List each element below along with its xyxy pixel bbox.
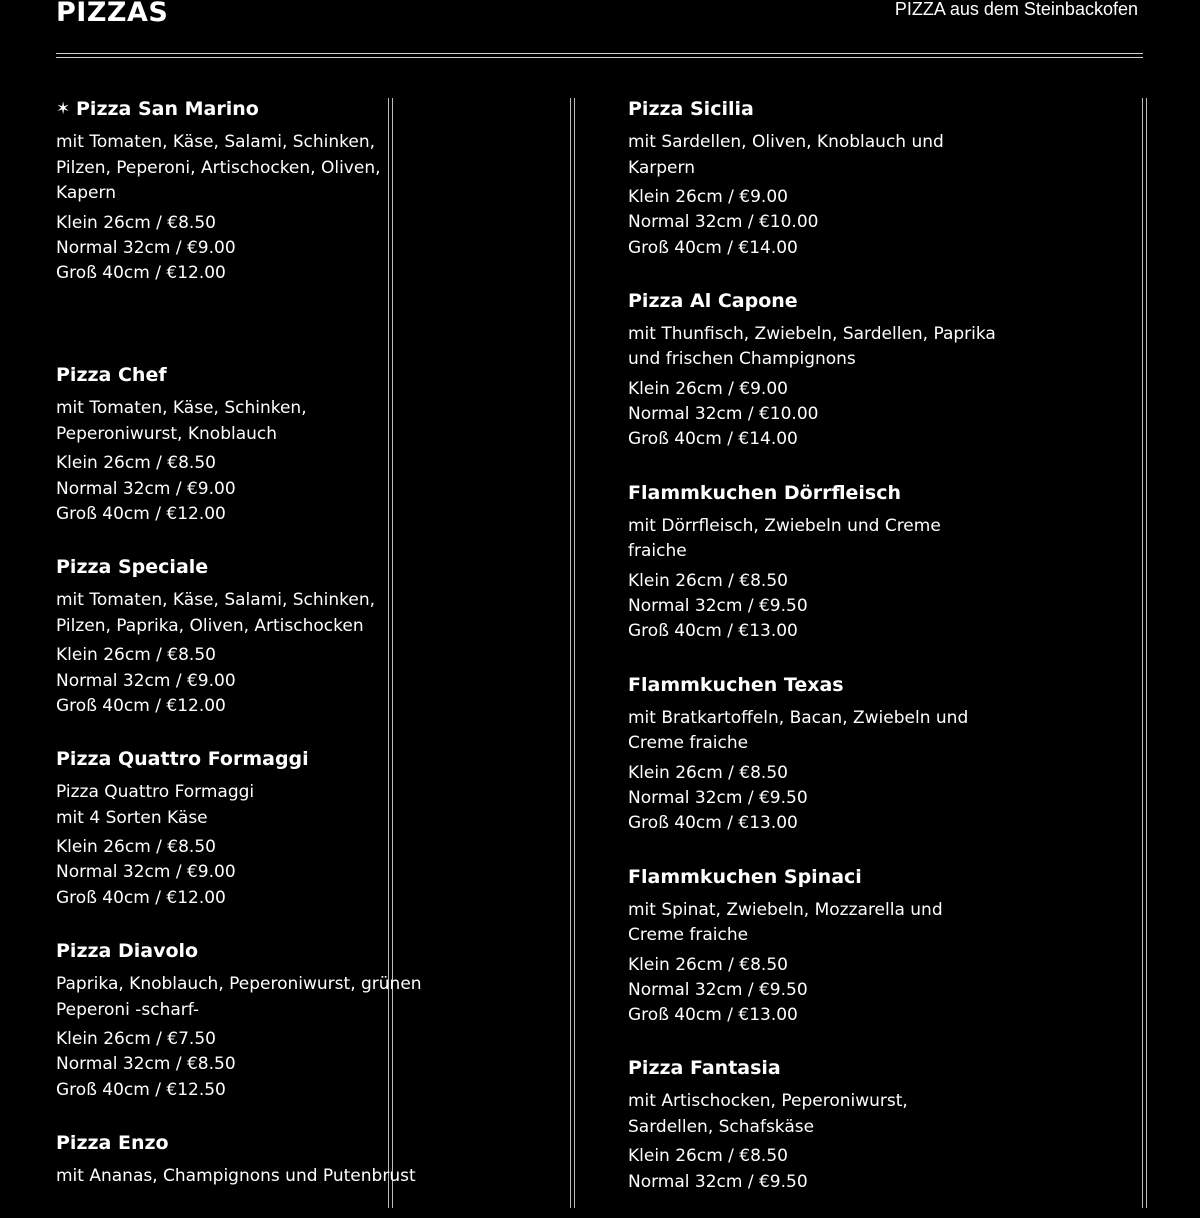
menu-item-name [56, 550, 436, 584]
menu-item-description [628, 1089, 1028, 1140]
menu-item-description [628, 898, 1028, 949]
menu-item-pizza-speciale [56, 550, 436, 719]
menu-item-prices [628, 1144, 1028, 1195]
menu-item-description [56, 1164, 436, 1190]
menu-item-description [628, 130, 1028, 181]
price-line: Klein 26cm / €8.50 [628, 762, 788, 783]
description-line: Peperoniwurst, Knoblauch [56, 423, 278, 444]
star-icon: ✶ [56, 99, 71, 119]
menu-item-prices [56, 835, 436, 911]
menu-item-name [628, 476, 1028, 510]
price-line: Klein 26cm / €8.50 [56, 645, 216, 666]
description-line: Paprika, Knoblauch, Peperoniwurst, grünen [56, 974, 422, 995]
menu-item-name [628, 284, 1028, 318]
menu-item-description [628, 706, 1028, 757]
description-line: mit 4 Sorten Käse [56, 807, 208, 828]
menu-item-title: Pizza Speciale [56, 556, 209, 579]
description-line: Pilzen, Peperoni, Artischocken, Oliven, [56, 157, 381, 178]
menu-item-title: Flammkuchen Spinaci [628, 865, 862, 888]
price-line: Groß 40cm / €14.00 [628, 237, 798, 258]
column-divider-right-a [1142, 98, 1143, 1208]
description-line: Sardellen, Schafskäse [628, 1116, 815, 1137]
price-line: Klein 26cm / €7.50 [56, 1029, 216, 1050]
price-line: Groß 40cm / €12.00 [56, 263, 226, 284]
menu-item-name [56, 1126, 436, 1160]
menu-item-pizza-enzo [56, 1126, 436, 1190]
menu-item-title: Flammkuchen Texas [628, 673, 844, 696]
price-line: Normal 32cm / €9.50 [628, 979, 808, 1000]
price-line: Normal 32cm / €9.50 [628, 1171, 808, 1192]
menu-column-right [628, 92, 1028, 1218]
price-line: Normal 32cm / €9.00 [56, 862, 236, 883]
menu-item-description [628, 514, 1028, 565]
price-line: Klein 26cm / €9.00 [628, 187, 788, 207]
price-line: Normal 32cm / €10.00 [628, 212, 819, 233]
price-line: Normal 32cm / €9.50 [628, 596, 808, 617]
menu-item-pizza-al-capone [628, 284, 1028, 453]
description-line: Kapern [56, 183, 116, 203]
description-line: mit Thunfisch, Zwiebeln, Sardellen, Paprika [628, 323, 996, 344]
menu-item-prices [56, 643, 436, 719]
menu-item-prices [56, 1027, 436, 1103]
menu-item-description [628, 322, 1028, 373]
menu-item-pizza-diavolo [56, 934, 436, 1103]
price-line: Groß 40cm / €12.50 [56, 1079, 226, 1100]
description-line: mit Sardellen, Oliven, Knoblauch und [628, 132, 944, 152]
price-line: Normal 32cm / €9.00 [56, 670, 236, 691]
price-line: Normal 32cm / €9.00 [56, 237, 236, 258]
menu-item-title: Pizza Enzo [56, 1131, 169, 1154]
description-line: Pilzen, Paprika, Oliven, Artischocken [56, 615, 364, 636]
price-line: Groß 40cm / €13.00 [628, 1005, 798, 1026]
menu-item-prices [56, 451, 436, 527]
menu-item-title: Pizza Fantasia [628, 1057, 781, 1080]
description-line: mit Dörrfleisch, Zwiebeln und Creme [628, 515, 941, 536]
description-line: mit Tomaten, Käse, Salami, Schinken, [56, 590, 376, 611]
menu-item-description [56, 588, 436, 639]
menu-item-description [56, 396, 436, 447]
description-line: mit Tomaten, Käse, Salami, Schinken, [56, 132, 376, 152]
price-line: Klein 26cm / €9.00 [628, 378, 788, 399]
menu-item-prices [56, 211, 436, 287]
menu-item-description [56, 972, 436, 1023]
menu-item-name [628, 860, 1028, 894]
price-line: Normal 32cm / €9.50 [628, 787, 808, 808]
price-line: Groß 40cm / €13.00 [628, 621, 798, 642]
description-line: fraiche [628, 541, 687, 562]
menu-item-flammkuchen-dorrfleisch [628, 476, 1028, 645]
page-title: PIZZAS [56, 0, 169, 28]
price-line: Normal 32cm / €8.50 [56, 1054, 236, 1075]
description-line: Karpern [628, 157, 695, 178]
header-divider-bottom [56, 57, 1143, 58]
description-line: Peperoni -scharf- [56, 999, 199, 1020]
price-line: Normal 32cm / €9.00 [56, 478, 236, 499]
menu-item-name [56, 742, 436, 776]
price-line: Klein 26cm / €8.50 [56, 837, 216, 858]
menu-item-prices [628, 761, 1028, 837]
column-divider-mid-b [574, 98, 575, 1208]
price-line: Normal 32cm / €10.00 [628, 404, 819, 425]
menu-item-description [56, 780, 436, 831]
menu-item-pizza-sicilia [628, 92, 1028, 261]
menu-item-prices [628, 569, 1028, 645]
description-line: mit Artischocken, Peperoniwurst, [628, 1091, 908, 1112]
price-line: Groß 40cm / €12.00 [56, 503, 226, 524]
price-line: Klein 26cm / €8.50 [56, 212, 216, 233]
menu-item-title: Pizza Al Capone [628, 289, 798, 312]
menu-item-title: Flammkuchen Dörrfleisch [628, 481, 902, 504]
menu-item-pizza-san-marino [56, 92, 436, 286]
page-subtitle: PIZZA aus dem Steinbackofen [894, 0, 1138, 19]
price-line: Groß 40cm / €14.00 [628, 429, 798, 450]
price-line: Klein 26cm / €8.50 [56, 453, 216, 474]
menu-item-prices [628, 953, 1028, 1029]
description-line: mit Bratkartoffeln, Bacan, Zwiebeln und [628, 707, 969, 728]
column-divider-mid-a [570, 98, 571, 1208]
menu-item-title: Pizza Chef [56, 364, 167, 387]
menu-item-flammkuchen-spinaci [628, 860, 1028, 1029]
column-divider-right-b [1146, 98, 1147, 1208]
header-divider-top [56, 53, 1143, 54]
menu-item-name [56, 934, 436, 968]
description-line: Pizza Quattro Formaggi [56, 782, 255, 803]
menu-item-name [628, 1051, 1028, 1085]
price-line: Groß 40cm / €12.00 [56, 887, 226, 908]
menu-item-title: Pizza Sicilia [628, 98, 754, 120]
menu-item-name [628, 668, 1028, 702]
menu-item-name [56, 358, 436, 392]
price-line: Groß 40cm / €12.00 [56, 695, 226, 716]
description-line: mit Ananas, Champignons und Putenbrust [56, 1165, 416, 1186]
menu-item-name [628, 92, 1028, 126]
menu-item-title: Pizza Quattro Formaggi [56, 748, 309, 771]
menu-item-prices [628, 185, 1028, 261]
menu-item-title: Pizza San Marino [76, 98, 259, 120]
menu-item-pizza-fantasia [628, 1051, 1028, 1195]
menu-item-name [56, 92, 436, 126]
description-line: mit Tomaten, Käse, Schinken, [56, 398, 307, 419]
description-line: mit Spinat, Zwiebeln, Mozzarella und [628, 899, 943, 920]
price-line: Groß 40cm / €13.00 [628, 813, 798, 834]
menu-item-flammkuchen-texas [628, 668, 1028, 837]
menu-item-description [56, 130, 436, 207]
menu-item-pizza-chef [56, 358, 436, 527]
menu-item-title: Pizza Diavolo [56, 940, 199, 963]
menu-column-left [56, 92, 436, 1212]
menu-item-prices [628, 377, 1028, 453]
description-line: Creme fraiche [628, 925, 749, 946]
description-line: und frischen Champignons [628, 349, 856, 370]
menu-item-pizza-quattro-formaggi [56, 742, 436, 911]
price-line: Klein 26cm / €8.50 [628, 954, 788, 975]
price-line: Klein 26cm / €8.50 [628, 1146, 788, 1167]
description-line: Creme fraiche [628, 733, 749, 754]
price-line: Klein 26cm / €8.50 [628, 570, 788, 591]
